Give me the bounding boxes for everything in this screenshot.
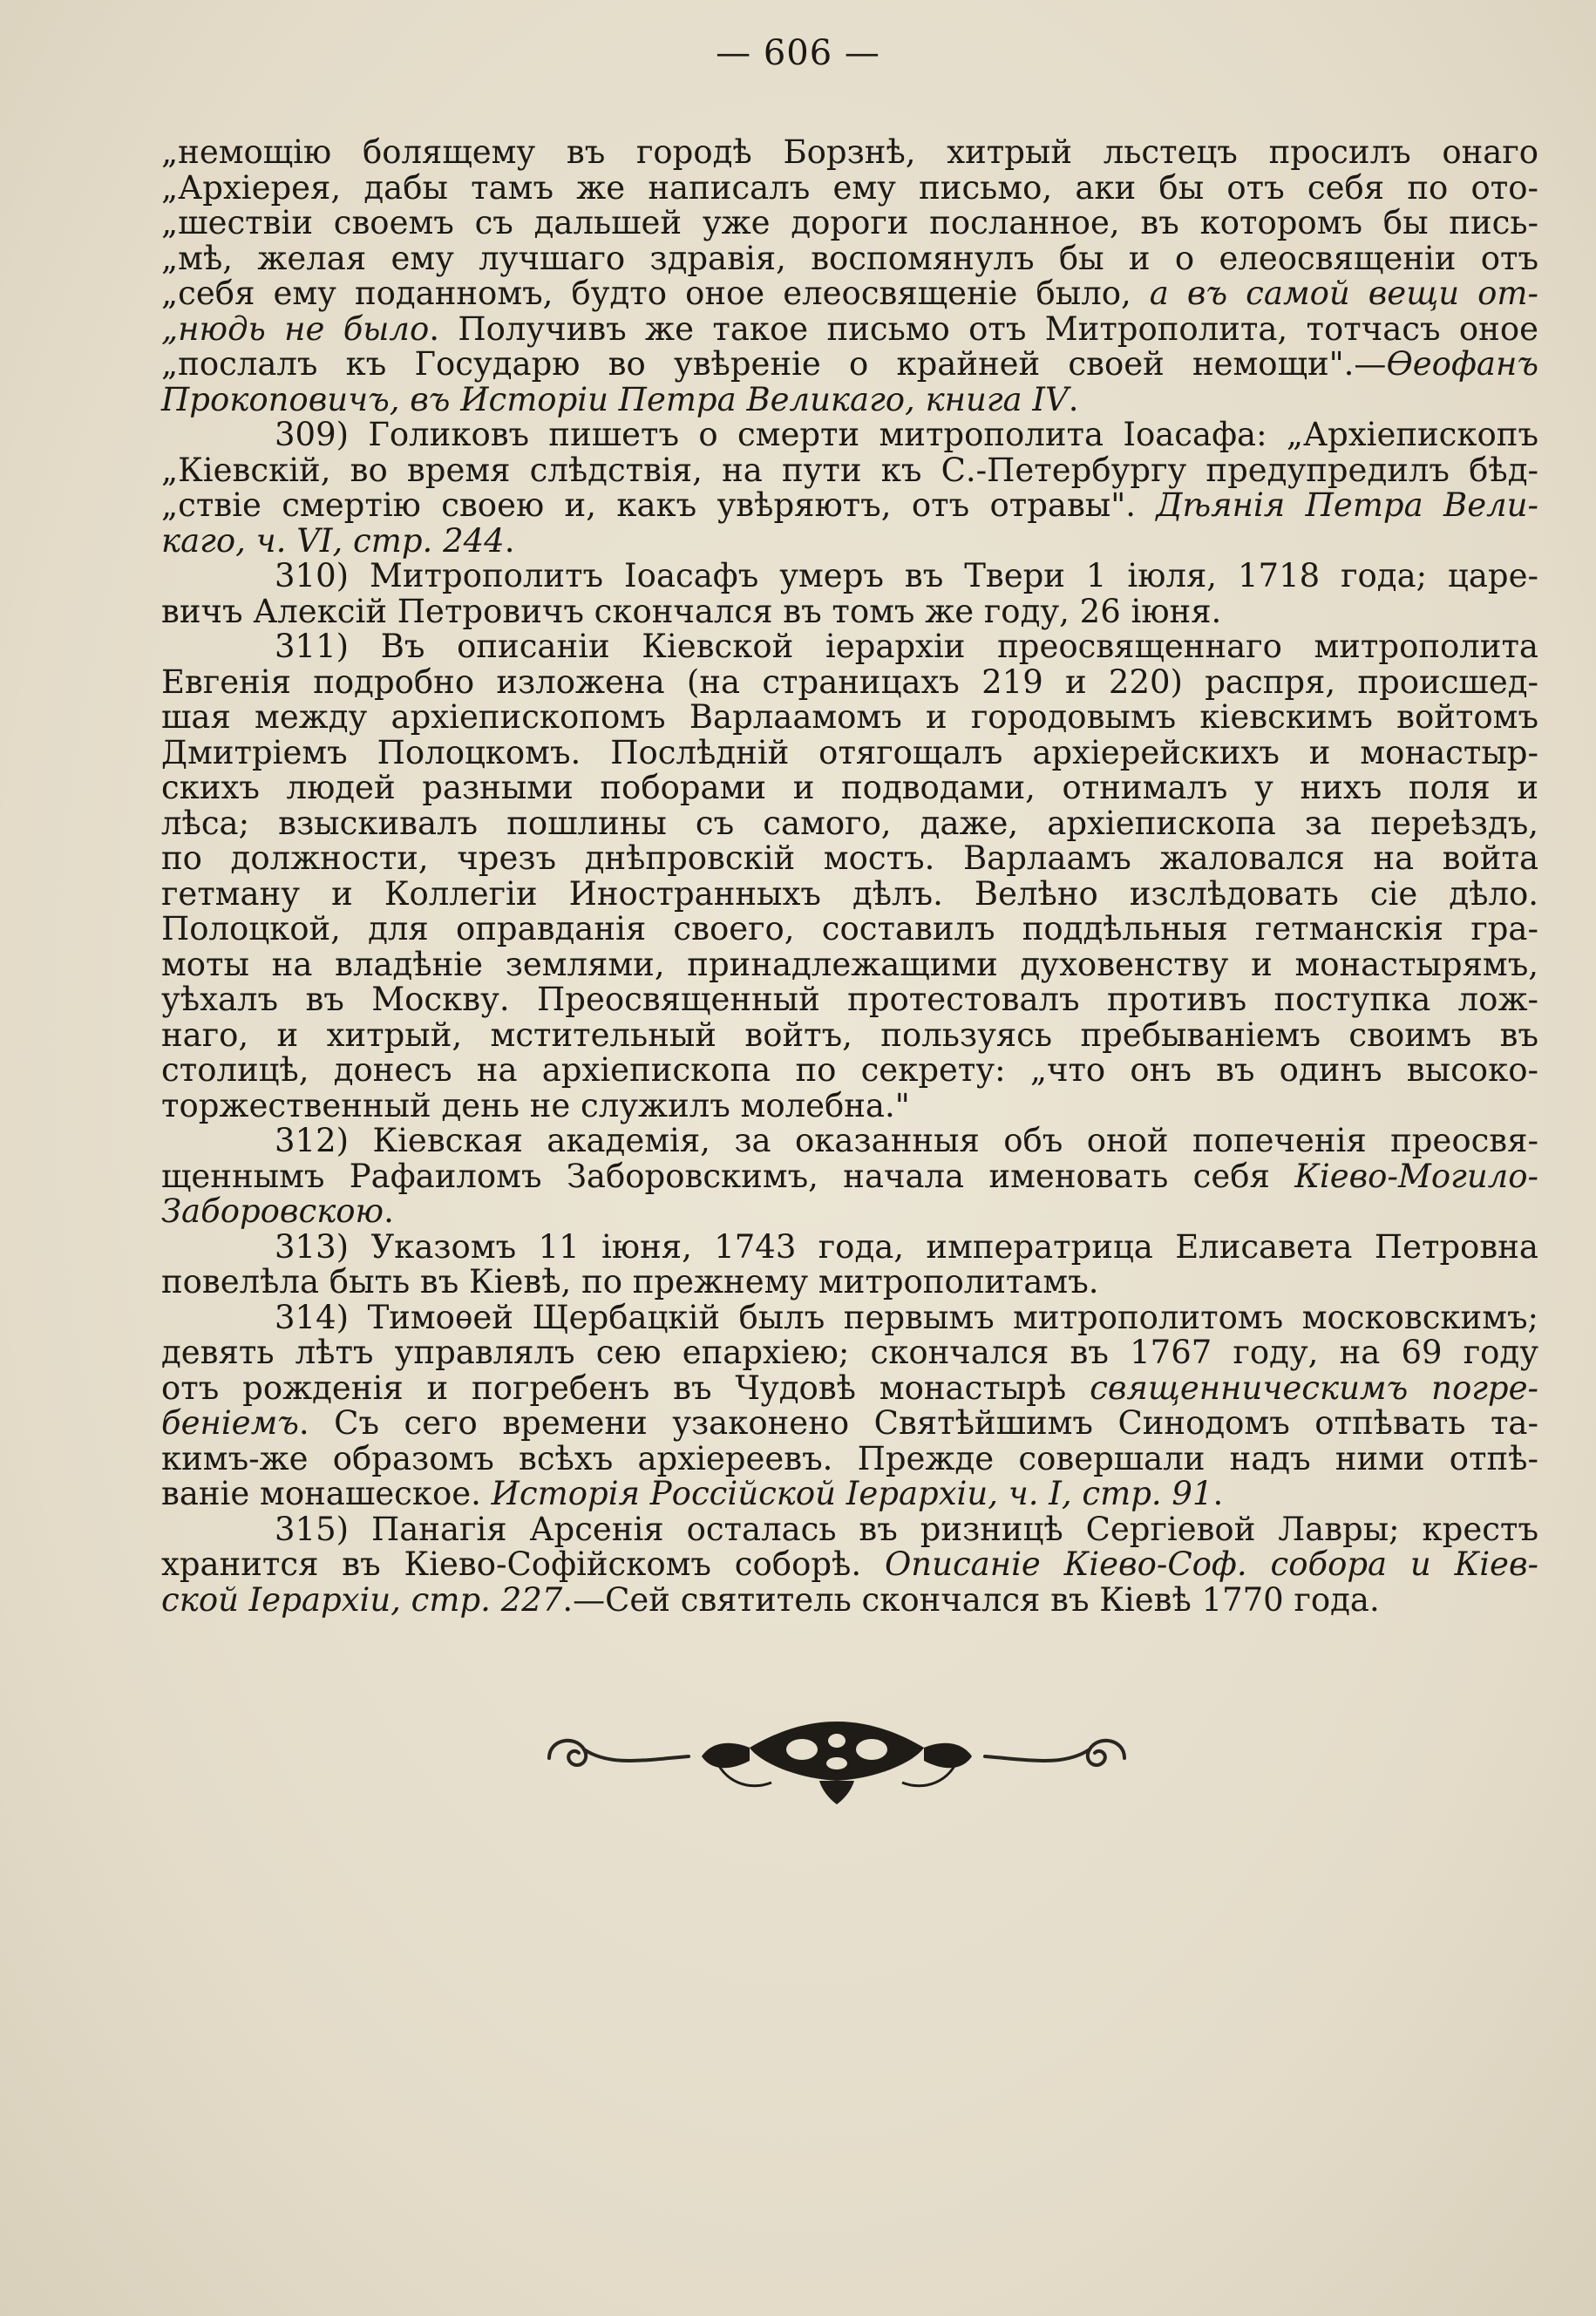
text-line bbox=[161, 1159, 1538, 1195]
text-segment: 313) Указомъ 11 іюня, 1743 года, императрица Елисавета Петровна bbox=[275, 1227, 1538, 1266]
text-line bbox=[161, 594, 1538, 630]
text-segment: лѣса; взыскивалъ пошлины съ самого, даже, архіепископа за переѣздъ, bbox=[161, 804, 1538, 842]
italic-citation: а въ самой вещи от- bbox=[1149, 275, 1538, 312]
italic-citation: Исторія Россійской Іерархіи, ч. I, стр. 91 bbox=[491, 1475, 1213, 1512]
text-segment: . bbox=[1068, 380, 1079, 418]
text-line bbox=[161, 1124, 1538, 1159]
italic-citation: „нюдь не было bbox=[161, 309, 430, 348]
text-line bbox=[161, 1335, 1538, 1371]
text-segment: ваніе монашеское. bbox=[161, 1475, 492, 1512]
text-line bbox=[161, 135, 1538, 171]
text-line bbox=[161, 700, 1538, 736]
text-segment: 311) Въ описаніи Кіевской іерархіи преосвященнаго митрополита bbox=[275, 628, 1538, 665]
text-line bbox=[161, 1512, 1538, 1548]
text-segment: 312) Кіевская академія, за оказанныя объ оной попеченія преосвя- bbox=[275, 1122, 1538, 1159]
decorative-ornament bbox=[540, 1695, 1133, 1817]
text-line bbox=[161, 1406, 1538, 1442]
italic-citation: Кіево-Могило- bbox=[1294, 1157, 1538, 1195]
text-segment: наго, и хитрый, мстительный войтъ, пользуясь пребываніемъ своимъ въ bbox=[161, 1015, 1538, 1054]
text-line bbox=[161, 347, 1538, 383]
text-segment: „послалъ къ Государю во увѣреніе о крайней своей немощи".— bbox=[161, 345, 1387, 383]
text-segment: скихъ людей разными поборами и подводами, отнималъ у нихъ поля и bbox=[161, 769, 1538, 806]
text-line bbox=[161, 982, 1538, 1018]
text-line bbox=[161, 1227, 1538, 1266]
text-segment: столицѣ, донесъ на архіепископа по секрету: „что онъ въ одинъ высоко- bbox=[161, 1051, 1538, 1089]
text-segment: уѣхалъ въ Москву. Преосвященный протестовалъ противъ поступка лож- bbox=[161, 981, 1538, 1018]
text-line bbox=[161, 1298, 1538, 1336]
text-segment: щеннымъ Рафаиломъ Заборовскимъ, начала именовать себя bbox=[161, 1157, 1295, 1195]
text-line bbox=[161, 733, 1538, 771]
text-line bbox=[161, 771, 1538, 806]
text-segment: девять лѣтъ управлялъ сею епархіею; скончался въ 1767 году, на 69 году bbox=[161, 1334, 1538, 1371]
text-line bbox=[161, 874, 1538, 913]
text-line bbox=[161, 1439, 1538, 1477]
italic-citation: священническимъ погре- bbox=[1090, 1369, 1538, 1407]
text-segment: „себя ему поданномъ, будто оное елеосвященіе было, bbox=[161, 275, 1150, 312]
text-segment: . bbox=[504, 521, 515, 560]
italic-citation: Прокоповичъ, въ Исторіи Петра Великаго, книга IV bbox=[161, 380, 1069, 418]
text-line bbox=[161, 309, 1538, 348]
italic-citation: Заборовскою bbox=[161, 1192, 384, 1230]
text-line bbox=[161, 521, 1538, 560]
italic-citation: Ѳеофанъ bbox=[1386, 345, 1538, 383]
text-segment: . Съ сего времени узаконено Святѣйшимъ Синодомъ отпѣвать та- bbox=[298, 1404, 1538, 1442]
text-segment: 314) Тимоѳей Щербацкій былъ первымъ митрополитомъ московскимъ; bbox=[275, 1298, 1538, 1336]
text-line bbox=[161, 168, 1538, 207]
text-segment: Дмитріемъ Полоцкомъ. Послѣдній отягощалъ архіерейскихъ и монастыр- bbox=[161, 733, 1538, 771]
text-segment: кимъ-же образомъ всѣхъ архіереевъ. Прежде совершали надъ ними отпѣ- bbox=[161, 1439, 1538, 1477]
text-line bbox=[161, 380, 1538, 418]
text-segment: „немощію болящему въ городѣ Борзнѣ, хитрый льстецъ просилъ онаго bbox=[161, 133, 1538, 171]
text-line bbox=[161, 206, 1538, 241]
text-segment: отъ рожденія и погребенъ въ Чудовѣ монастырѣ bbox=[161, 1369, 1090, 1407]
text-segment: „ствіе смертію своею и, какъ увѣряютъ, отъ отравы". bbox=[161, 486, 1157, 524]
footnotes-text bbox=[161, 135, 1538, 1618]
text-line bbox=[161, 841, 1538, 877]
text-segment: . Получивъ же такое письмо отъ Митрополита, тотчасъ оное bbox=[429, 309, 1538, 348]
text-segment: хранится въ Кіево-Софійскомъ соборѣ. bbox=[161, 1545, 885, 1583]
text-line bbox=[161, 241, 1538, 277]
text-line bbox=[161, 1580, 1538, 1619]
text-segment: 315) Панагія Арсенія осталась въ ризницѣ Сергіевой Лавры; крестъ bbox=[275, 1510, 1538, 1548]
text-segment: .—Сей святитель скончался въ Кіевѣ 1770 года. bbox=[562, 1580, 1380, 1619]
text-segment: гетману и Коллегіи Иностранныхъ дѣлъ. Велѣно изслѣдовать сіе дѣло. bbox=[161, 874, 1538, 913]
text-segment: 310) Митрополитъ Іоасафъ умеръ въ Твери 1 іюля, 1718 года; царе- bbox=[275, 557, 1538, 594]
text-segment: . bbox=[384, 1192, 394, 1230]
text-line bbox=[161, 453, 1538, 489]
italic-citation: ской Іерархіи, стр. 227 bbox=[161, 1580, 563, 1619]
text-line bbox=[161, 1371, 1538, 1407]
text-segment: „мѣ, желая ему лучшаго здравія, воспомянулъ бы и о елеосвященіи отъ bbox=[161, 239, 1538, 277]
page-number: — 606 — bbox=[716, 33, 880, 73]
text-line bbox=[161, 1015, 1538, 1054]
text-segment: шая между архіепископомъ Варлаамомъ и городовымъ кіевскимъ войтомъ bbox=[161, 698, 1538, 736]
text-line bbox=[161, 1194, 1538, 1230]
text-segment: повелѣла быть въ Кіевѣ, по прежнему митрополитамъ. bbox=[161, 1263, 1099, 1301]
text-segment: „шествіи своемъ съ дальшей уже дороги посланное, въ которомъ бы пись- bbox=[161, 204, 1538, 241]
text-segment: по должности, чрезъ днѣпровскій мостъ. Варлаамъ жаловался на войта bbox=[161, 839, 1538, 877]
italic-citation: каго, ч. VI, стр. 244 bbox=[161, 521, 505, 560]
text-line bbox=[161, 1547, 1538, 1583]
text-line bbox=[161, 276, 1538, 312]
text-line bbox=[161, 629, 1538, 665]
text-line bbox=[161, 418, 1538, 453]
text-line bbox=[161, 662, 1538, 701]
text-line bbox=[161, 488, 1538, 524]
text-segment: вичъ Алексій Петровичъ скончался въ томъ же году, 26 іюня. bbox=[161, 592, 1222, 630]
text-segment: моты на владѣніе землями, принадлежащими духовенству и монастырямъ, bbox=[161, 945, 1538, 983]
text-line bbox=[161, 912, 1538, 947]
text-line bbox=[161, 806, 1538, 842]
text-line bbox=[161, 1053, 1538, 1089]
text-line bbox=[161, 947, 1538, 983]
italic-citation: Описаніе Кіево-Соф. собора и Кіев- bbox=[884, 1545, 1538, 1583]
text-segment: 309) Голиковъ пишетъ о смерти митрополита Іоасафа: „Архіепископъ bbox=[275, 416, 1538, 453]
text-segment: Евгенія подробно изложена (на страницахъ 219 и 220) распря, происшед- bbox=[161, 662, 1538, 701]
text-segment: торжественный день не служилъ молебна." bbox=[161, 1086, 910, 1124]
text-segment: „Кіевскій, во время слѣдствія, на пути къ С.-Петербургу предупредилъ бѣд- bbox=[161, 451, 1538, 489]
italic-citation: беніемъ bbox=[161, 1404, 299, 1442]
text-line bbox=[161, 1265, 1538, 1301]
text-line bbox=[161, 1477, 1538, 1512]
text-segment: . bbox=[1212, 1475, 1224, 1512]
text-line bbox=[161, 559, 1538, 594]
text-segment: „Архіерея, дабы тамъ же написалъ ему письмо, аки бы отъ себя по ото- bbox=[161, 168, 1538, 207]
text-line bbox=[161, 1086, 1538, 1124]
italic-citation: Дѣянія Петра Вели- bbox=[1156, 486, 1538, 524]
text-segment: Полоцкой, для оправданія своего, составилъ поддѣльныя гетманскія гра- bbox=[161, 910, 1538, 947]
